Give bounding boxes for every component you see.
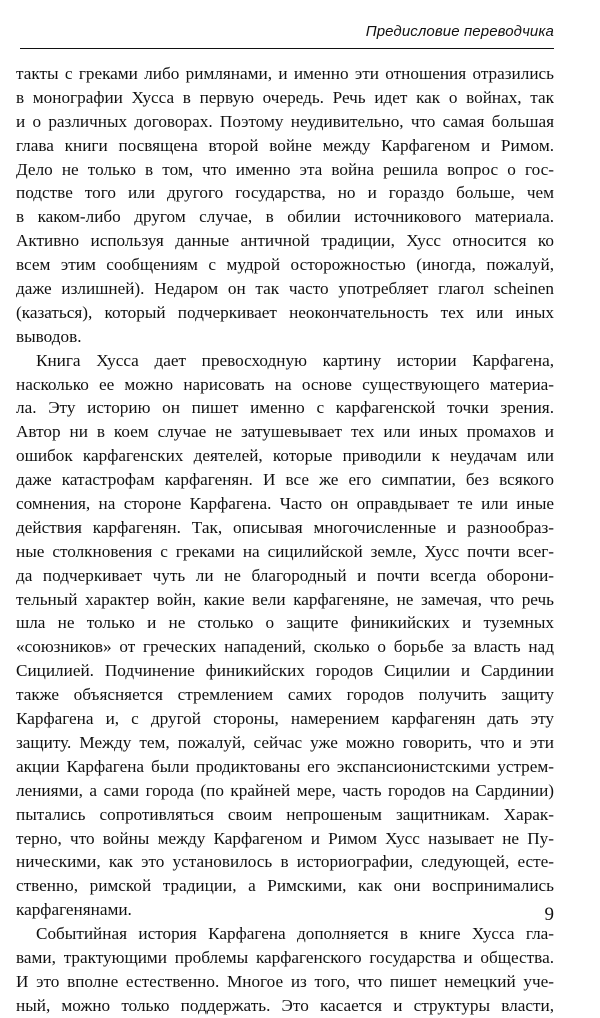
text-line: ла. Эту историю он пишет именно с карфагенской точки зрения. <box>16 398 554 418</box>
text-line: Сицилией. Подчинение финикийских городов Сицилии и Сардинии <box>16 661 554 681</box>
text-line: также объясняется стремлением самих городов получить защиту <box>16 685 554 705</box>
text-line: И это вполне естественно. Многое из того, что пишет немецкий уче- <box>16 971 554 991</box>
text-line: действия карфагенян. Так, описывая многочисленные и разнообраз- <box>16 517 554 537</box>
paragraph-end-line: выводов. <box>16 326 82 346</box>
text-line: ственно, римской традиции, а Римскими, как они воспринимались <box>16 876 554 896</box>
text-line: Дело не только в том, что именно эта война решила вопрос о гос- <box>16 159 554 179</box>
text-line: шла не только и не столько о защите финикийских и туземных <box>16 613 554 633</box>
text-line: пытались сопротивляться своим непрошеным защитникам. Харак- <box>16 804 554 824</box>
text-line: Карфагена и, с другой стороны, намерением карфагенян дать эту <box>16 709 554 729</box>
paragraph-first-line: Книга Хусса дает превосходную картину истории Карфагена, <box>36 350 554 370</box>
text-line: ный, можно только поддержать. Это касается и структуры власти, <box>16 995 554 1015</box>
running-head <box>20 14 554 49</box>
text-line: даже излишней). Недаром он так часто употребляет глагол scheinen <box>16 279 554 299</box>
text-line: такты с греками либо римлянами, и именно эти отношения отразились <box>16 64 554 83</box>
text-line: ные столкновения с греками на сицилийской земле, Хусс почти всег- <box>16 541 554 561</box>
text-line: в каком-либо другом случае, в обилии источникового материала. <box>16 207 554 227</box>
text-line: в монографии Хусса в первую очередь. Речь идет как о войнах, так <box>16 87 554 107</box>
text-line: и о различных договорах. Поэтому неудивительно, что самая большая <box>16 111 554 131</box>
text-line: защиту. Между тем, пожалуй, сейчас уже можно говорить, что и эти <box>16 732 554 752</box>
text-line: глава книги посвящена второй войне между Карфагеном и Римом. <box>16 135 554 155</box>
text-line: терно, что войны между Карфагеном и Римом Хусс называет не Пу- <box>16 828 554 848</box>
running-head-title: Предисловие переводчика <box>365 23 554 40</box>
page-number: 9 <box>544 904 554 925</box>
text-line: тельный характер войн, какие вели карфагеняне, не замечая, что речь <box>16 589 554 609</box>
text-line: ническими, как это установилось в историографии, следующей, есте- <box>16 852 554 872</box>
text-line: Активно используя данные античной традиции, Хусс относится ко <box>16 231 554 251</box>
text-line: «союзников» от греческих нападений, сколько о борьбе за власть над <box>16 637 554 657</box>
text-line: сомнения, на стороне Карфагена. Часто он оправдывает те или иные <box>16 494 554 514</box>
text-line: лениями, а сами города (по крайней мере, часть городов на Сардинии) <box>16 780 554 800</box>
text-line: всем этим сообщениям с мудрой осторожностью (иногда, пожалуй, <box>16 255 554 275</box>
text-line: подстве того или другого государства, но и гораздо больше, чем <box>16 183 554 203</box>
text-line: Автор ни в коем случае не затушевывает тех или иных промахов и <box>16 422 554 442</box>
text-line: (казаться), который подчеркивает неокончательность тех или иных <box>16 302 554 322</box>
text-line: даже катастрофам карфагенян. И все же его симпатии, без всякого <box>16 470 554 490</box>
text-line: насколько ее можно нарисовать на основе существующего материа- <box>16 374 554 394</box>
text-line: вами, трактующими проблемы карфагенского государства и общества. <box>16 947 554 967</box>
text-line: да подчеркивает чуть ли не благородный и почти всегда оборони- <box>16 565 554 585</box>
paragraph-first-line: Событийная история Карфагена дополняется в книге Хусса гла- <box>36 924 554 944</box>
paragraph-end-line: карфагенянами. <box>16 900 132 920</box>
body-text <box>16 62 554 1018</box>
text-line: акции Карфагена были продиктованы его экспансионистскими устрем- <box>16 756 554 776</box>
text-line: ошибок карфагенских деятелей, которые приводили к неудачам или <box>16 446 554 466</box>
